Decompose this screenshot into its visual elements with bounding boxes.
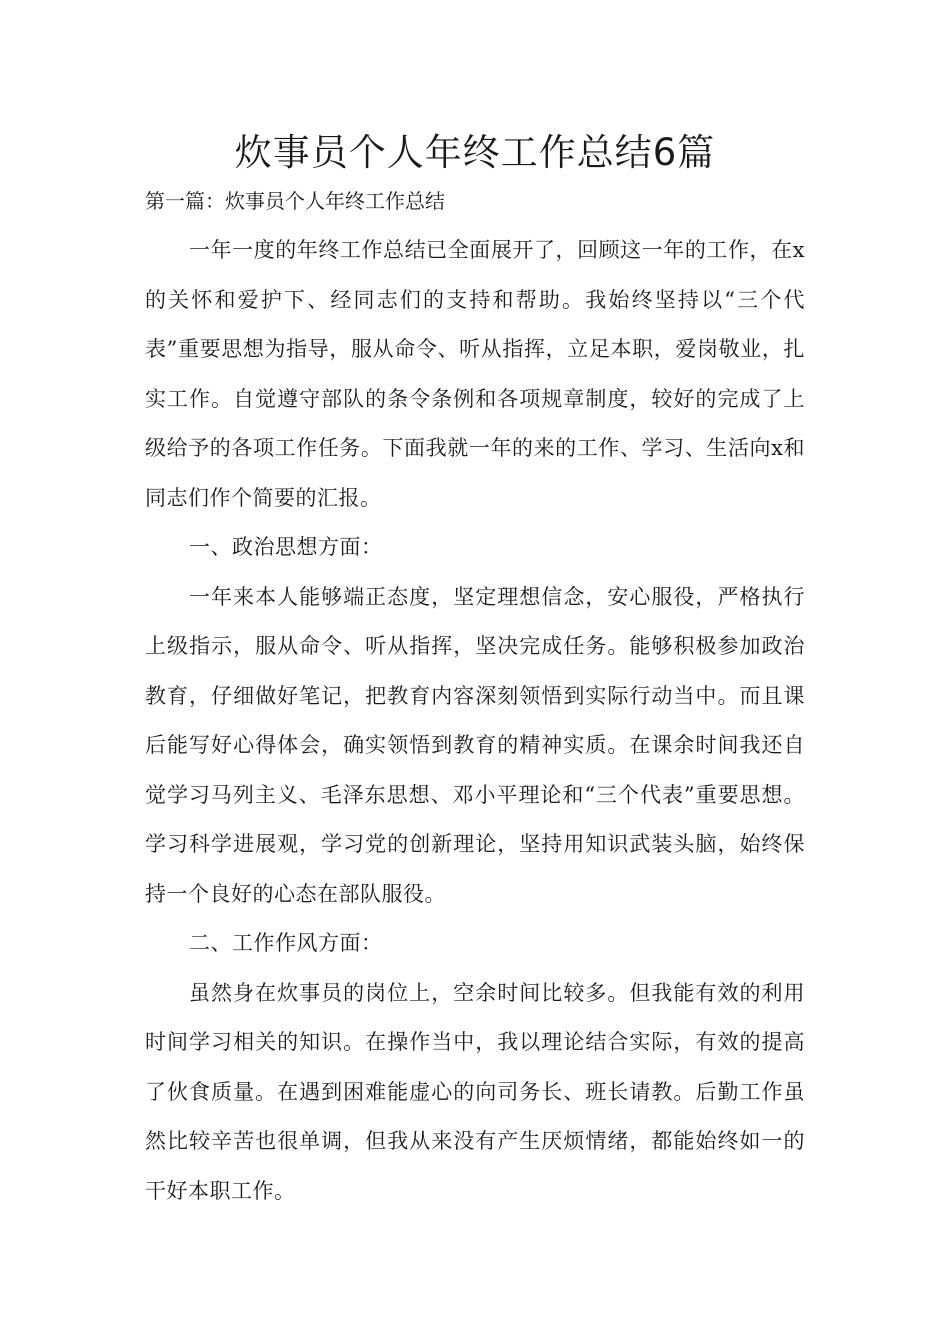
paragraph-political-thought: 一年来本人能够端正态度，坚定理想信念，安心服役，严格执行上级指示，服从命令、听从指挥，坚决完成任务。能够积极参加政治教育，仔细做好笔记，把教育内容深刻领悟到实际行动当中。而且课后能写好心得体会，确实领悟到教育的精神实质。在课余时间我还自觉学习马列主义、毛泽东思想、邓小平理论和“三个代表”重要思想。学习科学进展观，学习党的创新理论，坚持用知识武装头脑，始终保持一个良好的心态在部队服役。 (145, 584, 805, 906)
paragraph-intro: 一年一度的年终工作总结已全面展开了，回顾这一年的工作，在x的关怀和爱护下、经同志们的支持和帮助。我始终坚持以“三个代表”重要思想为指导，服从命令、听从指挥，立足本职，爱岗敬业，扎实工作。自觉遵守部队的条令条例和各项规章制度，较好的完成了上级给予的各项工作任务。下面我就一年的来的工作、学习、生活向x和同志们作个简要的汇报。 (145, 238, 805, 510)
document-body (145, 226, 805, 1216)
section-subtitle: 第一篇：炊事员个人年终工作总结 (145, 189, 445, 213)
heading-political-thought: 一、政治思想方面： (189, 535, 383, 559)
heading-work-style: 二、工作作风方面： (189, 931, 383, 955)
paragraph-work-style: 虽然身在炊事员的岗位上，空余时间比较多。但我能有效的利用时间学习相关的知识。在操作当中，我以理论结合实际，有效的提高了伙食质量。在遇到困难能虚心的向司务长、班长请教。后勤工作虽然比较辛苦也很单调，但我从来没有产生厌烦情绪，都能始终如一的干好本职工作。 (145, 980, 805, 1203)
document-title: 炊事员个人年终工作总结6篇 (234, 131, 716, 174)
